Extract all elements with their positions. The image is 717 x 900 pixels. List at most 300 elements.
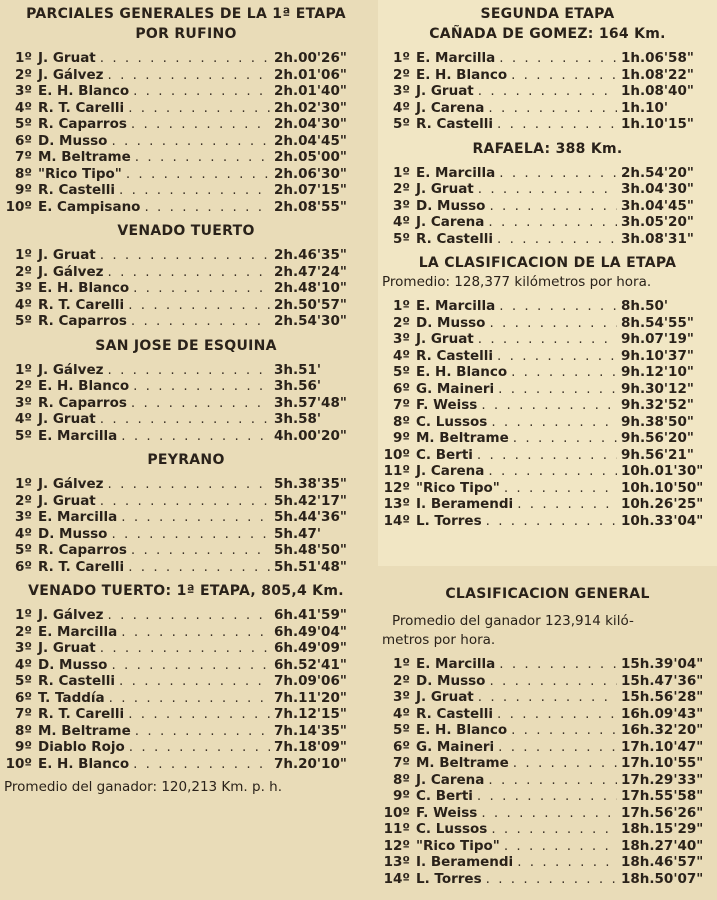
- dot-leader: [488, 214, 617, 231]
- position-label: 2º: [14, 492, 32, 509]
- position-label: 5º: [392, 722, 410, 738]
- rider-time: 9h.30'12": [621, 380, 694, 397]
- dot-leader: [498, 739, 617, 756]
- rider-time: 2h.54'20": [621, 164, 694, 181]
- dot-leader: [131, 542, 270, 559]
- rider-name: M. Beltrame: [416, 430, 509, 446]
- rider-name: R. Castelli: [416, 230, 494, 247]
- dot-leader: [128, 706, 270, 723]
- dot-leader: [504, 480, 617, 497]
- section-title: SEGUNDA ETAPA: [480, 6, 615, 22]
- rider-time: 9h.56'21": [621, 446, 694, 463]
- dot-leader: [491, 821, 617, 838]
- general-classification-panel: [378, 566, 717, 887]
- table-row: [378, 739, 717, 756]
- rider-name: R. Castelli: [416, 705, 494, 722]
- position-label: 3º: [14, 394, 32, 411]
- position-label: 11º: [383, 463, 410, 479]
- rider-time: 6h.49'04": [274, 623, 347, 640]
- dot-leader: [119, 673, 270, 690]
- rider-name: E. H. Blanco: [38, 280, 130, 296]
- rider-name: E. H. Blanco: [416, 364, 508, 380]
- rider-name: R. Caparros: [38, 313, 127, 329]
- rider-name: J. Gruat: [416, 331, 474, 347]
- dot-leader: [121, 624, 270, 641]
- rider-name: D. Musso: [38, 525, 108, 542]
- rider-time: 3h.05'20": [621, 214, 694, 230]
- dot-leader: [498, 381, 617, 398]
- rider-name: E. Marcilla: [38, 623, 118, 640]
- rider-name: C. Berti: [416, 446, 473, 463]
- dot-leader: [131, 395, 270, 412]
- rider-time: 2h.05'00": [274, 149, 347, 165]
- table-row: [378, 381, 717, 398]
- dot-leader: [499, 298, 617, 315]
- rider-time: 2h.00'26": [274, 50, 347, 66]
- rider-time: 7h.09'06": [274, 673, 347, 689]
- table-row: [0, 166, 372, 183]
- table-row: [378, 788, 717, 805]
- rider-name: J. Gálvez: [38, 476, 104, 492]
- position-label: 12º: [383, 479, 410, 496]
- section-title: LA CLASIFICACION DE LA ETAPA: [418, 255, 677, 271]
- dot-leader: [481, 397, 617, 414]
- rider-time: 3h.57'48": [274, 394, 347, 411]
- dot-leader: [121, 428, 270, 445]
- position-label: 6º: [14, 132, 32, 149]
- rider-time: 1h.10'15": [621, 116, 694, 132]
- rider-name: T. Taddía: [38, 689, 105, 706]
- table-row: [0, 67, 372, 84]
- dot-leader: [107, 264, 270, 281]
- table-row: [378, 198, 717, 215]
- rider-name: R. T. Carelli: [38, 99, 125, 116]
- rider-time: 7h.20'10": [274, 755, 347, 772]
- rider-time: 7h.12'15": [274, 706, 347, 722]
- dot-leader: [128, 559, 270, 576]
- dot-leader: [499, 165, 617, 182]
- position-label: 3º: [14, 280, 32, 296]
- rider-time: 18h.46'57": [621, 854, 704, 870]
- rider-name: J. Carena: [416, 463, 485, 479]
- position-label: 8º: [14, 722, 32, 739]
- rider-time: 2h.50'57": [274, 296, 347, 313]
- table-row: [0, 199, 372, 216]
- rider-name: L. Torres: [416, 512, 482, 529]
- rider-name: L. Torres: [416, 870, 482, 887]
- results-section: [0, 450, 372, 575]
- table-row: [0, 476, 372, 493]
- rider-name: E. H. Blanco: [416, 66, 508, 83]
- rider-name: J. Carena: [416, 771, 485, 788]
- rider-time: 18h.50'07": [621, 870, 704, 887]
- dot-leader: [497, 348, 617, 365]
- rider-name: C. Lussos: [416, 821, 488, 837]
- dot-leader: [128, 297, 270, 314]
- dot-leader: [511, 67, 617, 84]
- section-title: RAFAELA: 388 Km.: [472, 140, 623, 157]
- table-row: [0, 640, 372, 657]
- position-label: 2º: [392, 66, 410, 83]
- position-label: 4º: [14, 525, 32, 542]
- rider-time: 9h.12'10": [621, 364, 694, 380]
- average-note-line2: metros por hora.: [382, 632, 496, 648]
- rider-time: 7h.18'09": [274, 739, 347, 755]
- table-row: [0, 83, 372, 100]
- rider-name: G. Maineri: [416, 380, 495, 397]
- table-row: [378, 181, 717, 198]
- rider-name: R. Castelli: [416, 116, 494, 132]
- rider-name: E. Marcilla: [38, 427, 118, 444]
- table-row: [0, 723, 372, 740]
- dot-leader: [100, 411, 270, 428]
- dot-leader: [513, 430, 617, 447]
- stage-two-panel: [378, 0, 717, 566]
- rider-time: 2h.54'30": [274, 313, 347, 329]
- rider-time: 10h.26'25": [621, 496, 704, 512]
- dot-leader: [100, 640, 270, 657]
- position-label: 4º: [14, 411, 32, 427]
- position-label: 2º: [392, 672, 410, 689]
- position-label: 5º: [14, 673, 32, 689]
- position-label: 13º: [383, 496, 410, 512]
- rider-name: E. H. Blanco: [38, 378, 130, 394]
- dot-leader: [107, 67, 270, 84]
- winner-average-note: Promedio del ganador: 120,213 Km. p. h.: [4, 779, 283, 795]
- dot-leader: [129, 739, 270, 756]
- rider-time: 1h.10': [621, 99, 669, 116]
- dot-leader: [126, 166, 270, 183]
- position-label: 4º: [14, 296, 32, 313]
- dot-leader: [481, 805, 617, 822]
- dot-leader: [477, 447, 617, 464]
- table-row: [378, 480, 717, 497]
- dot-leader: [135, 149, 270, 166]
- dot-leader: [100, 247, 270, 264]
- position-label: 14º: [383, 870, 410, 887]
- table-row: [0, 428, 372, 445]
- rider-name: R. Caparros: [38, 542, 127, 558]
- results-section: [378, 139, 717, 248]
- dot-leader: [109, 690, 270, 707]
- section-subtitle: CAÑADA DE GOMEZ: 164 Km.: [429, 26, 666, 42]
- rider-name: E. Marcilla: [416, 164, 496, 181]
- average-note: Promedio: 128,377 kilómetros por hora.: [382, 274, 652, 290]
- table-row: [0, 182, 372, 199]
- rider-time: 1h.06'58": [621, 50, 694, 66]
- position-label: 8º: [392, 771, 410, 788]
- rider-name: D. Musso: [416, 672, 486, 689]
- position-label: 1º: [14, 607, 32, 623]
- position-label: 3º: [392, 689, 410, 705]
- table-row: [0, 100, 372, 117]
- position-label: 1º: [392, 50, 410, 66]
- rider-time: 2h.07'15": [274, 182, 347, 198]
- position-label: 9º: [14, 182, 32, 198]
- dot-leader: [497, 231, 617, 248]
- dot-leader: [488, 100, 617, 117]
- rider-time: 18h.27'40": [621, 837, 704, 854]
- table-row: [378, 706, 717, 723]
- dot-leader: [478, 181, 617, 198]
- table-row: [378, 772, 717, 789]
- rider-time: 6h.41'59": [274, 607, 347, 623]
- dot-leader: [107, 362, 270, 379]
- table-row: [378, 722, 717, 739]
- rider-time: 15h.47'36": [621, 672, 704, 689]
- table-row: [0, 247, 372, 264]
- rider-name: J. Gruat: [38, 247, 96, 263]
- dot-leader: [128, 100, 270, 117]
- dot-leader: [489, 198, 617, 215]
- table-row: [0, 362, 372, 379]
- dot-leader: [144, 199, 270, 216]
- rider-time: 2h.04'45": [274, 132, 347, 149]
- dot-leader: [477, 788, 617, 805]
- position-label: 6º: [14, 558, 32, 575]
- rider-time: 9h.56'20": [621, 430, 694, 446]
- rider-name: M. Beltrame: [416, 755, 509, 771]
- dot-leader: [497, 706, 617, 723]
- table-row: [378, 298, 717, 315]
- position-label: 4º: [392, 705, 410, 722]
- rider-name: R. T. Carelli: [38, 706, 125, 722]
- position-label: 7º: [14, 149, 32, 165]
- rider-name: M. Beltrame: [38, 149, 131, 165]
- rider-time: 17h.10'55": [621, 755, 704, 771]
- position-label: 9º: [14, 739, 32, 755]
- dot-leader: [486, 871, 617, 888]
- position-label: 8º: [392, 413, 410, 430]
- rider-time: 5h.42'17": [274, 492, 347, 509]
- table-row: [378, 165, 717, 182]
- position-label: 4º: [392, 347, 410, 364]
- table-row: [0, 690, 372, 707]
- table-row: [378, 689, 717, 706]
- rider-name: R. Castelli: [38, 182, 116, 198]
- rider-time: 9h.10'37": [621, 347, 694, 364]
- rider-time: 2h.06'30": [274, 165, 347, 182]
- rider-name: E. Marcilla: [38, 509, 118, 525]
- position-label: 7º: [14, 706, 32, 722]
- section-title: CLASIFICACION GENERAL: [445, 586, 650, 602]
- dot-leader: [478, 83, 617, 100]
- rider-time: 3h.08'31": [621, 230, 694, 247]
- rider-name: D. Musso: [416, 314, 486, 331]
- position-label: 5º: [14, 427, 32, 444]
- position-label: 8º: [14, 165, 32, 182]
- table-row: [0, 739, 372, 756]
- right-column: [378, 0, 717, 893]
- table-row: [378, 100, 717, 117]
- table-row: [378, 83, 717, 100]
- table-row: [0, 378, 372, 395]
- position-label: 3º: [392, 83, 410, 99]
- section-subtitle: POR RUFINO: [135, 26, 237, 42]
- table-row: [0, 297, 372, 314]
- rider-name: C. Berti: [416, 788, 473, 804]
- rider-name: E. H. Blanco: [38, 755, 130, 772]
- rider-name: E. Marcilla: [416, 656, 496, 672]
- rider-time: 3h.56': [274, 378, 322, 394]
- position-label: 1º: [14, 361, 32, 378]
- rider-name: "Rico Tipo": [416, 837, 500, 854]
- rider-time: 5h.47': [274, 525, 322, 542]
- rider-name: J. Gruat: [416, 181, 474, 197]
- table-row: [378, 656, 717, 673]
- table-row: [0, 264, 372, 281]
- position-label: 10º: [5, 755, 32, 772]
- dot-leader: [504, 838, 617, 855]
- rider-name: E. H. Blanco: [38, 83, 130, 99]
- rider-name: Diablo Rojo: [38, 739, 125, 755]
- rider-time: 3h.51': [274, 361, 322, 378]
- dot-leader: [111, 133, 270, 150]
- rider-name: "Rico Tipo": [38, 165, 122, 182]
- results-section: [0, 336, 372, 445]
- rider-time: 10h.01'30": [621, 463, 704, 479]
- position-label: 2º: [14, 66, 32, 83]
- rider-name: F. Weiss: [416, 397, 478, 413]
- rider-name: I. Beramendi: [416, 854, 514, 870]
- rider-time: 4h.00'20": [274, 427, 347, 444]
- position-label: 5º: [392, 230, 410, 247]
- dot-leader: [517, 854, 617, 871]
- table-row: [378, 214, 717, 231]
- position-label: 10º: [383, 804, 410, 821]
- position-label: 4º: [14, 656, 32, 673]
- table-row: [0, 607, 372, 624]
- results-section: [378, 253, 717, 529]
- section-title: SAN JOSE DE ESQUINA: [95, 337, 277, 354]
- table-row: [378, 838, 717, 855]
- table-row: [0, 673, 372, 690]
- table-row: [0, 542, 372, 559]
- rider-time: 17h.10'47": [621, 738, 704, 755]
- rider-name: J. Gálvez: [38, 66, 104, 83]
- position-label: 2º: [14, 263, 32, 280]
- dot-leader: [133, 756, 270, 773]
- position-label: 9º: [392, 788, 410, 804]
- results-section: [0, 581, 372, 797]
- rider-time: 5h.38'35": [274, 476, 347, 492]
- rider-time: 15h.39'04": [621, 656, 704, 672]
- dot-leader: [497, 116, 617, 133]
- rider-name: J. Gruat: [416, 689, 474, 705]
- table-row: [0, 756, 372, 773]
- position-label: 5º: [392, 116, 410, 132]
- dot-leader: [100, 493, 270, 510]
- dot-leader: [133, 378, 270, 395]
- table-row: [378, 231, 717, 248]
- table-row: [0, 50, 372, 67]
- table-row: [0, 624, 372, 641]
- rider-time: 6h.49'09": [274, 640, 347, 656]
- dot-leader: [511, 722, 617, 739]
- average-note-line1: Promedio del ganador 123,914 kiló-: [392, 613, 634, 629]
- table-row: [378, 397, 717, 414]
- table-row: [378, 50, 717, 67]
- rider-time: 17h.29'33": [621, 771, 704, 788]
- position-label: 5º: [392, 364, 410, 380]
- table-row: [378, 315, 717, 332]
- table-row: [378, 447, 717, 464]
- dot-leader: [135, 723, 270, 740]
- dot-leader: [478, 689, 617, 706]
- rider-name: E. Marcilla: [416, 50, 496, 66]
- position-label: 2º: [392, 181, 410, 197]
- table-row: [0, 116, 372, 133]
- position-label: 4º: [14, 99, 32, 116]
- rider-name: C. Lussos: [416, 413, 488, 430]
- dot-leader: [131, 116, 270, 133]
- position-label: 7º: [392, 755, 410, 771]
- table-row: [0, 411, 372, 428]
- position-label: 5º: [14, 116, 32, 132]
- rider-name: J. Gruat: [416, 83, 474, 99]
- position-label: 3º: [14, 640, 32, 656]
- rider-time: 9h.07'19": [621, 331, 694, 347]
- table-row: [0, 559, 372, 576]
- table-row: [378, 348, 717, 365]
- rider-name: E. H. Blanco: [416, 722, 508, 738]
- dot-leader: [111, 657, 270, 674]
- rider-time: 5h.51'48": [274, 558, 347, 575]
- dot-leader: [491, 414, 617, 431]
- position-label: 13º: [383, 854, 410, 870]
- results-section: [378, 4, 717, 133]
- position-label: 6º: [14, 689, 32, 706]
- rider-time: 17h.56'26": [621, 804, 704, 821]
- dot-leader: [133, 280, 270, 297]
- position-label: 12º: [383, 837, 410, 854]
- position-label: 4º: [392, 99, 410, 116]
- table-row: [378, 673, 717, 690]
- table-row: [378, 430, 717, 447]
- rider-time: 9h.32'52": [621, 397, 694, 413]
- dot-leader: [133, 83, 270, 100]
- rider-name: D. Musso: [416, 197, 486, 214]
- table-row: [0, 395, 372, 412]
- position-label: 1º: [392, 298, 410, 314]
- rider-name: J. Gruat: [38, 640, 96, 656]
- dot-leader: [107, 607, 270, 624]
- position-label: 7º: [392, 397, 410, 413]
- rider-name: E. Campisano: [38, 198, 141, 215]
- position-label: 3º: [392, 197, 410, 214]
- position-label: 3º: [392, 331, 410, 347]
- table-row: [378, 513, 717, 530]
- table-row: [378, 67, 717, 84]
- position-label: 5º: [14, 313, 32, 329]
- rider-time: 7h.14'35": [274, 722, 347, 739]
- table-row: [0, 149, 372, 166]
- dot-leader: [100, 50, 270, 67]
- rider-name: R. T. Carelli: [38, 296, 125, 313]
- rider-name: J. Gálvez: [38, 607, 104, 623]
- position-label: 4º: [392, 214, 410, 230]
- position-label: 3º: [14, 83, 32, 99]
- table-row: [0, 706, 372, 723]
- rider-name: M. Beltrame: [38, 722, 131, 739]
- position-label: 1º: [14, 476, 32, 492]
- table-row: [0, 313, 372, 330]
- rider-name: J. Gálvez: [38, 361, 104, 378]
- table-row: [0, 133, 372, 150]
- rider-name: E. Marcilla: [416, 298, 496, 314]
- rider-time: 9h.38'50": [621, 413, 694, 430]
- rider-name: R. Caparros: [38, 394, 127, 411]
